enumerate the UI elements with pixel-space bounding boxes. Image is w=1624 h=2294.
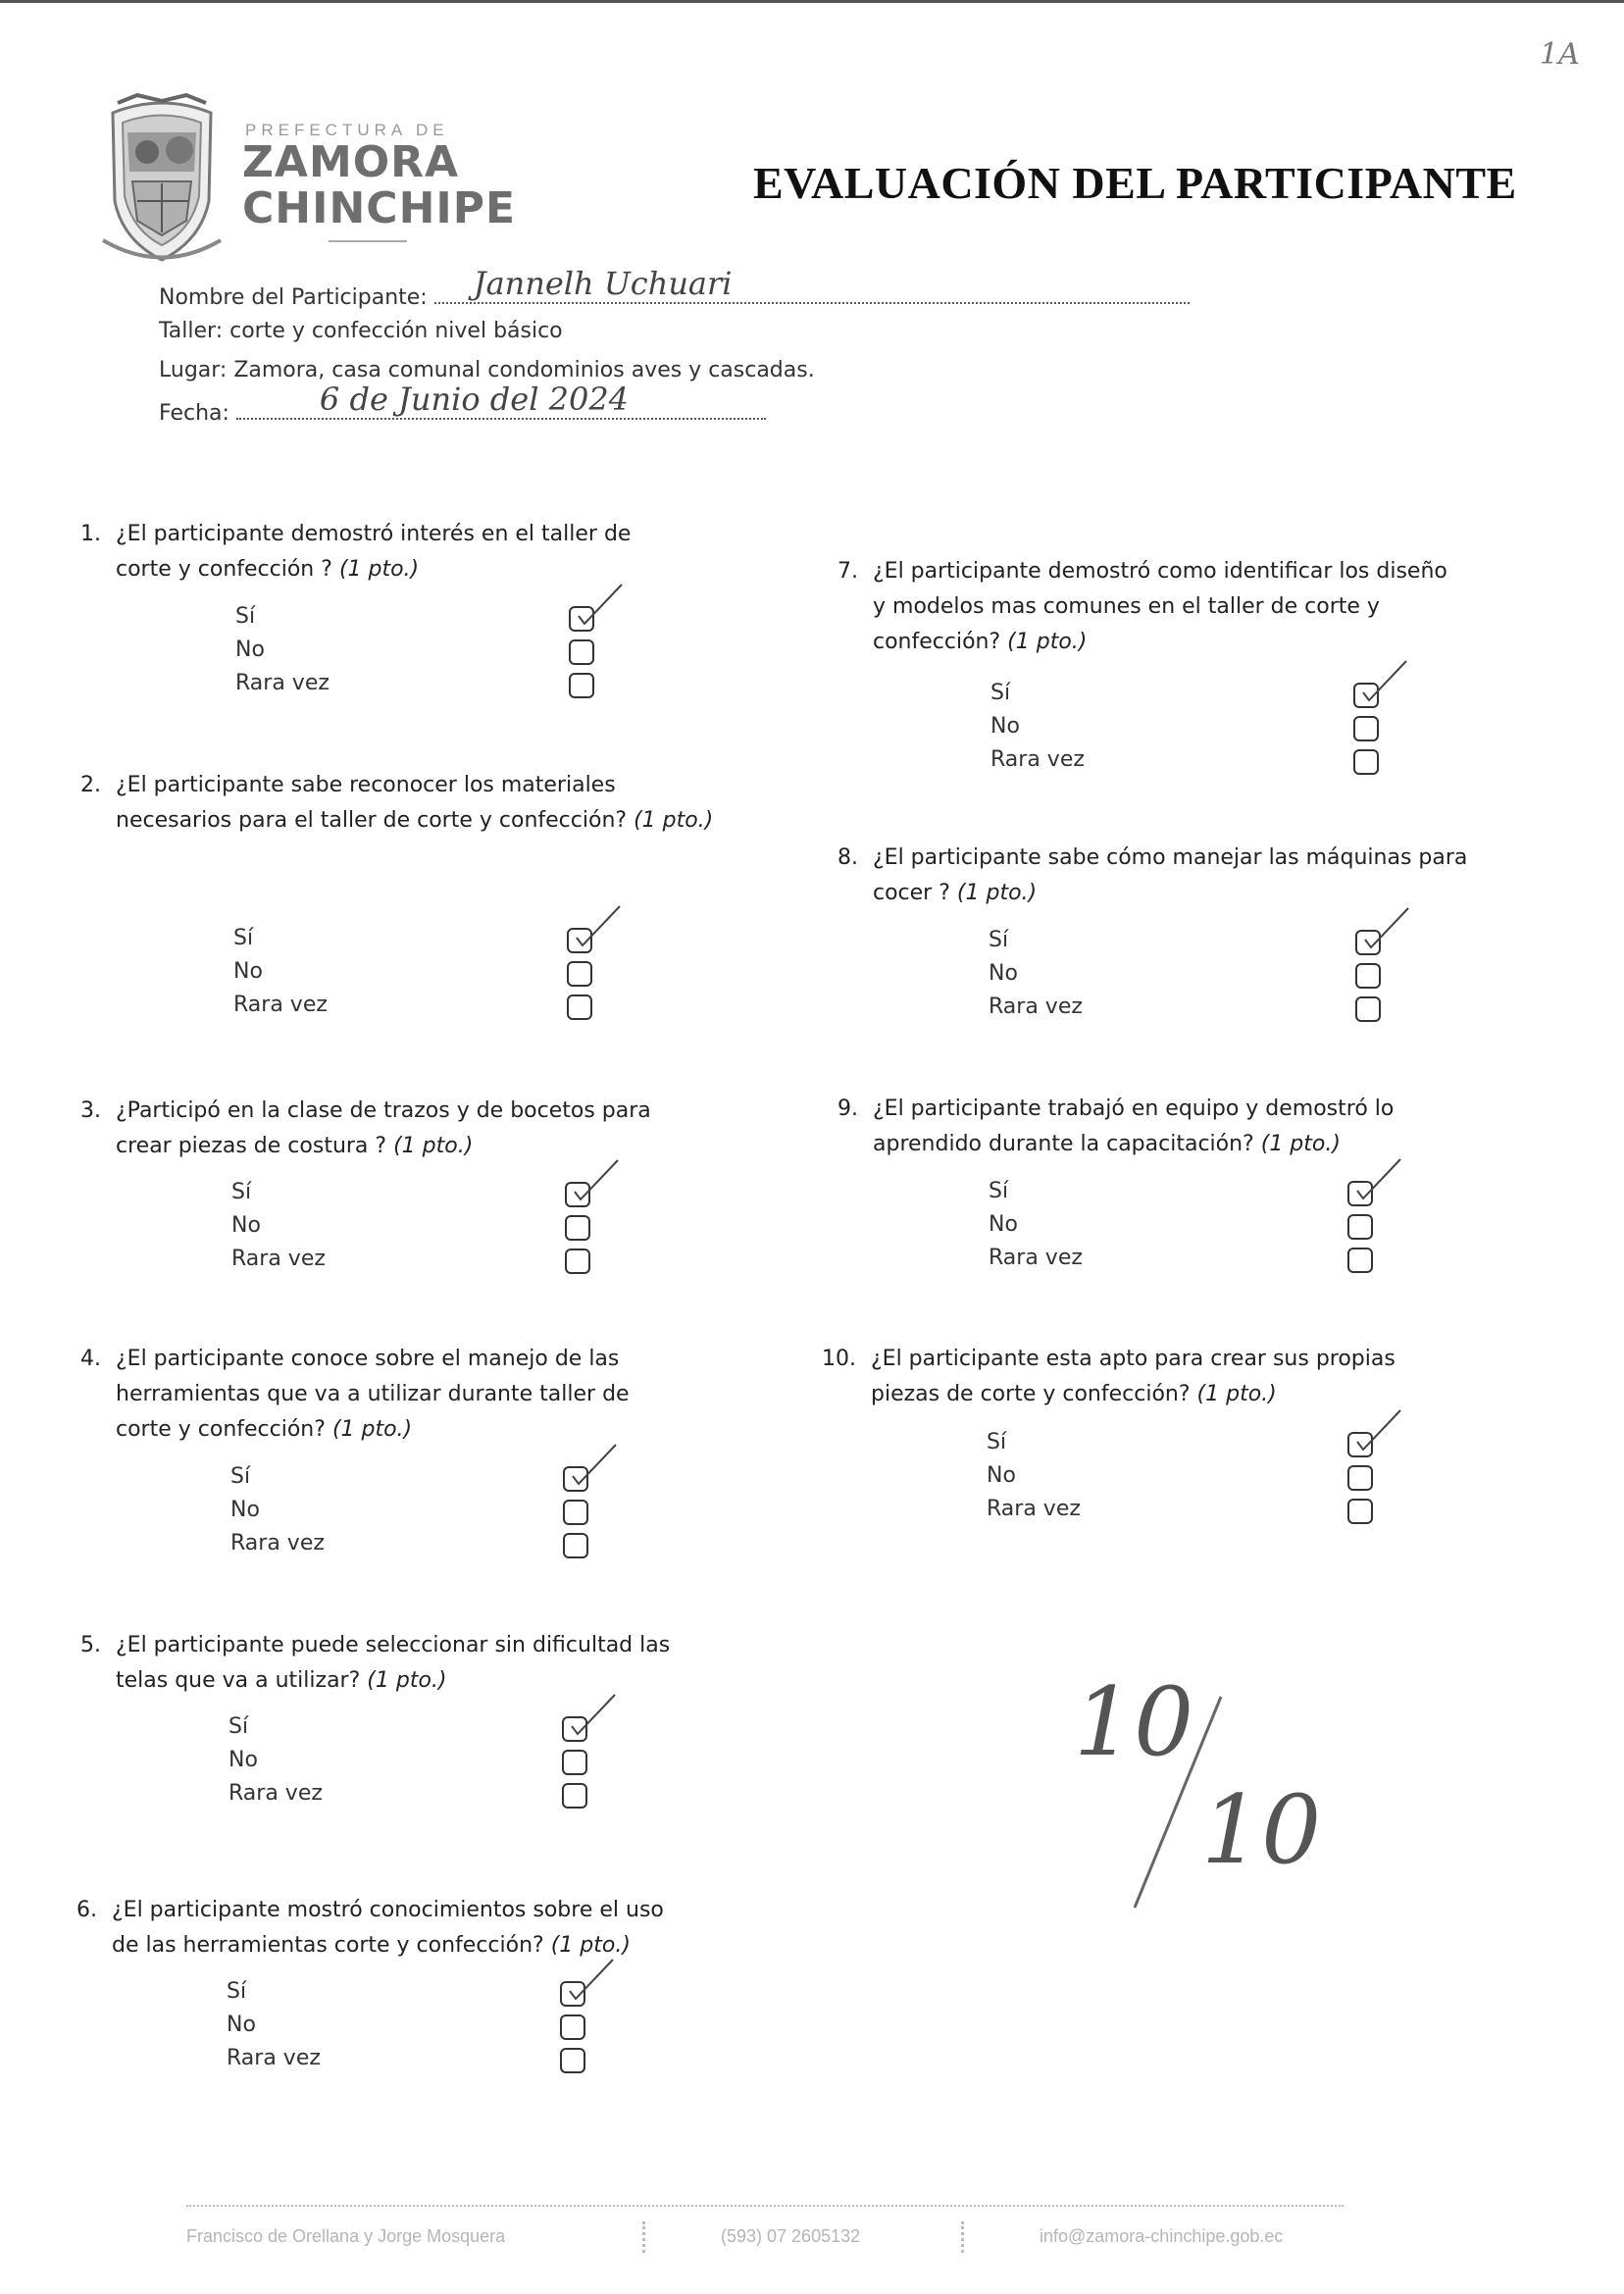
option-label: No	[230, 1498, 260, 1522]
question-line-text: cocer ?	[873, 881, 950, 905]
question-line-text: ¿El participante demostró interés en el taller de	[116, 522, 632, 546]
checkmark-icon	[564, 1954, 623, 2003]
question-number: 3.	[80, 1098, 101, 1123]
question-line-text: corte y confección ?	[116, 557, 332, 582]
option-label: Rara vez	[990, 747, 1085, 772]
option-label: Rara vez	[987, 1497, 1081, 1521]
document-title: EVALUACIÓN DEL PARTICIPANTE	[753, 158, 1517, 208]
option-label: Rara vez	[233, 993, 328, 1017]
option-checkbox[interactable]	[565, 1215, 590, 1241]
question-line	[112, 1928, 798, 1963]
question-line-text: piezas de corte y confección?	[871, 1382, 1191, 1406]
question-line	[116, 1129, 802, 1164]
checkmark-icon	[567, 1439, 626, 1488]
option-checkbox[interactable]	[562, 1783, 587, 1809]
question-line	[112, 1893, 798, 1928]
score-total: 10	[1201, 1775, 1322, 1885]
checkmark-icon	[1351, 1404, 1410, 1453]
footer-separator	[642, 2221, 649, 2253]
question-points: (1 pto.)	[956, 881, 1038, 905]
question-number: 1.	[80, 522, 101, 546]
question-text	[116, 1094, 802, 1164]
option-checkbox[interactable]	[1353, 749, 1379, 775]
participant-name-value: Jannelh Uchuari	[473, 265, 733, 302]
question-line	[116, 1377, 802, 1412]
option-checkbox[interactable]	[569, 639, 594, 665]
option-label: Sí	[989, 928, 1009, 952]
question-number: 8.	[837, 845, 858, 870]
question-line	[116, 1342, 802, 1377]
checkmark-icon	[573, 579, 632, 628]
option-checkbox[interactable]	[562, 1750, 587, 1775]
footer-separator	[961, 2221, 968, 2253]
question-text	[873, 1092, 1559, 1162]
option-checkbox[interactable]	[563, 1533, 588, 1558]
option-label: No	[227, 2013, 256, 2037]
question-6	[76, 1893, 808, 2011]
question-number: 2.	[80, 773, 101, 797]
question-line	[873, 1127, 1559, 1162]
option-checkbox[interactable]	[1347, 1499, 1373, 1524]
question-text	[116, 1628, 802, 1699]
question-points: (1 pto.)	[550, 1933, 631, 1958]
question-line-text: ¿El participante sabe cómo manejar las máquinas para	[873, 845, 1468, 870]
score-obtained: 10	[1074, 1667, 1194, 1777]
footer-email: info@zamora-chinchipe.gob.ec	[1040, 2226, 1284, 2246]
checkmark-icon	[566, 1689, 625, 1738]
question-text	[116, 768, 802, 839]
option-label: No	[228, 1748, 258, 1772]
question-5	[80, 1628, 812, 1746]
question-points: (1 pto.)	[634, 808, 714, 833]
question-9	[837, 1092, 1569, 1209]
logo-name-line2: CHINCHIPE	[242, 183, 517, 233]
option-checkbox[interactable]	[567, 961, 592, 987]
question-line-text: de las herramientas corte y confección?	[112, 1933, 544, 1958]
question-line	[873, 841, 1559, 876]
question-number: 9.	[837, 1096, 858, 1121]
question-line-text: corte y confección?	[116, 1417, 326, 1442]
question-line	[873, 876, 1559, 911]
option-label: Sí	[990, 681, 1011, 705]
question-points: (1 pto.)	[1007, 630, 1088, 654]
option-label: No	[235, 637, 265, 662]
coat-of-arms-icon	[93, 93, 230, 270]
question-3	[80, 1094, 812, 1211]
question-number: 5.	[80, 1633, 101, 1657]
option-label: Sí	[228, 1714, 249, 1739]
question-number: 10.	[822, 1347, 856, 1371]
option-checkbox[interactable]	[1347, 1465, 1373, 1491]
question-line	[116, 552, 802, 587]
question-line	[873, 554, 1559, 589]
date-label: Fecha:	[159, 401, 229, 426]
logo-name-line1: ZAMORA	[242, 137, 460, 187]
handwritten-score	[1074, 1667, 1368, 1922]
corner-handwritten-mark: 1A	[1540, 37, 1580, 72]
option-checkbox[interactable]	[1353, 716, 1379, 741]
question-1	[80, 517, 812, 635]
option-checkbox[interactable]	[565, 1249, 590, 1274]
question-line-text: aprendido durante la capacitación?	[873, 1132, 1254, 1156]
question-line-text: ¿El participante mostró conocimientos sobre el uso	[112, 1898, 664, 1922]
footer-rule	[186, 2205, 1344, 2207]
option-label: Sí	[235, 604, 256, 629]
checkmark-icon	[571, 900, 630, 949]
question-line-text: ¿El participante sabe reconocer los materiales	[116, 773, 616, 797]
question-points: (1 pto.)	[1196, 1382, 1277, 1406]
footer-address: Francisco de Orellana y Jorge Mosquera	[186, 2226, 506, 2246]
question-line-text: y modelos mas comunes en el taller de corte y	[873, 594, 1380, 619]
option-label: Sí	[230, 1464, 251, 1489]
question-number: 6.	[76, 1898, 97, 1922]
question-line	[873, 589, 1559, 625]
option-label: Rara vez	[228, 1781, 323, 1806]
question-points: (1 pto.)	[393, 1134, 474, 1158]
option-label: No	[987, 1463, 1016, 1488]
checkmark-icon	[569, 1154, 628, 1203]
question-line	[873, 625, 1559, 660]
question-line	[116, 1663, 802, 1699]
question-line	[116, 517, 802, 552]
date-line[interactable]	[236, 381, 766, 420]
option-label: No	[231, 1213, 261, 1238]
question-line-text: ¿El participante conoce sobre el manejo de las	[116, 1347, 620, 1371]
participant-name-line[interactable]	[434, 265, 1190, 304]
question-line-text: crear piezas de costura ?	[116, 1134, 387, 1158]
checkmark-icon	[1357, 655, 1416, 704]
option-label: Sí	[227, 1979, 247, 2004]
option-label: No	[989, 961, 1018, 986]
option-checkbox[interactable]	[560, 2014, 585, 2040]
question-points: (1 pto.)	[1260, 1132, 1341, 1156]
date-row	[159, 381, 766, 426]
option-label: No	[233, 959, 263, 984]
question-line-text: ¿El participante demostró como identificar los diseño	[873, 559, 1447, 584]
checkmark-icon	[1351, 1153, 1410, 1202]
question-text	[873, 841, 1559, 911]
workshop-row: Taller: corte y confección nivel básico	[159, 319, 563, 343]
question-line-text: telas que va a utilizar?	[116, 1668, 361, 1693]
option-checkbox[interactable]	[1355, 963, 1381, 989]
option-checkbox[interactable]	[1347, 1214, 1373, 1240]
question-line	[873, 1092, 1559, 1127]
option-checkbox[interactable]	[563, 1500, 588, 1525]
question-text	[116, 517, 802, 587]
question-number: 4.	[80, 1347, 101, 1371]
logo-underline	[329, 240, 407, 242]
option-label: Rara vez	[989, 994, 1083, 1019]
option-label: Sí	[987, 1430, 1007, 1454]
top-border-line	[0, 0, 1624, 3]
participant-name-row	[159, 265, 1190, 310]
question-8	[837, 841, 1569, 958]
question-line-text: ¿El participante puede seleccionar sin dificultad las	[116, 1633, 671, 1657]
question-line	[116, 1628, 802, 1663]
question-line	[116, 1094, 802, 1129]
question-2	[80, 768, 812, 886]
question-text	[116, 1342, 802, 1448]
option-label: Sí	[231, 1180, 252, 1204]
option-label: Sí	[233, 926, 254, 950]
question-points: (1 pto.)	[367, 1668, 447, 1693]
option-checkbox[interactable]	[560, 2048, 585, 2073]
question-line	[116, 803, 802, 839]
option-checkbox[interactable]	[1355, 996, 1381, 1022]
question-7	[837, 554, 1569, 672]
question-10	[822, 1342, 1567, 1459]
option-label: Rara vez	[230, 1531, 325, 1555]
option-checkbox[interactable]	[1347, 1248, 1373, 1273]
question-points: (1 pto.)	[331, 1417, 413, 1442]
question-line-text: ¿El participante esta apto para crear sus propias	[871, 1347, 1396, 1371]
place-row: Lugar: Zamora, casa comunal condominios aves y cascadas.	[159, 358, 815, 382]
checkmark-icon	[1359, 902, 1418, 951]
question-text	[873, 554, 1559, 660]
question-number: 7.	[837, 559, 858, 584]
option-label: Sí	[989, 1179, 1009, 1203]
question-line-text: necesarios para el taller de corte y confección?	[116, 808, 628, 833]
question-line	[871, 1377, 1557, 1412]
question-line	[116, 1412, 802, 1448]
question-line	[116, 768, 802, 803]
logo-prefix-text: PREFECTURA DE	[245, 121, 449, 139]
option-label: Rara vez	[227, 2046, 321, 2070]
option-label: Rara vez	[231, 1247, 326, 1271]
option-label: No	[990, 714, 1020, 739]
question-line-text: herramientas que va a utilizar durante taller de	[116, 1382, 630, 1406]
question-line-text: confección?	[873, 630, 1001, 654]
question-4	[80, 1342, 812, 1459]
option-label: Rara vez	[989, 1246, 1083, 1270]
question-text	[112, 1893, 798, 1963]
option-label: No	[989, 1212, 1018, 1237]
date-value: 6 de Junio del 2024	[319, 381, 630, 418]
footer-phone: (593) 07 2605132	[721, 2226, 861, 2246]
option-checkbox[interactable]	[567, 994, 592, 1020]
option-checkbox[interactable]	[569, 673, 594, 698]
question-points: (1 pto.)	[338, 557, 420, 582]
question-line-text: ¿Participó en la clase de trazos y de bocetos para	[116, 1098, 651, 1123]
prefectura-logo	[93, 93, 517, 270]
question-line-text: ¿El participante trabajó en equipo y demostró lo	[873, 1096, 1395, 1121]
question-text	[871, 1342, 1557, 1412]
option-label: Rara vez	[235, 671, 330, 695]
question-line	[871, 1342, 1557, 1377]
participant-name-label: Nombre del Participante:	[159, 285, 428, 310]
